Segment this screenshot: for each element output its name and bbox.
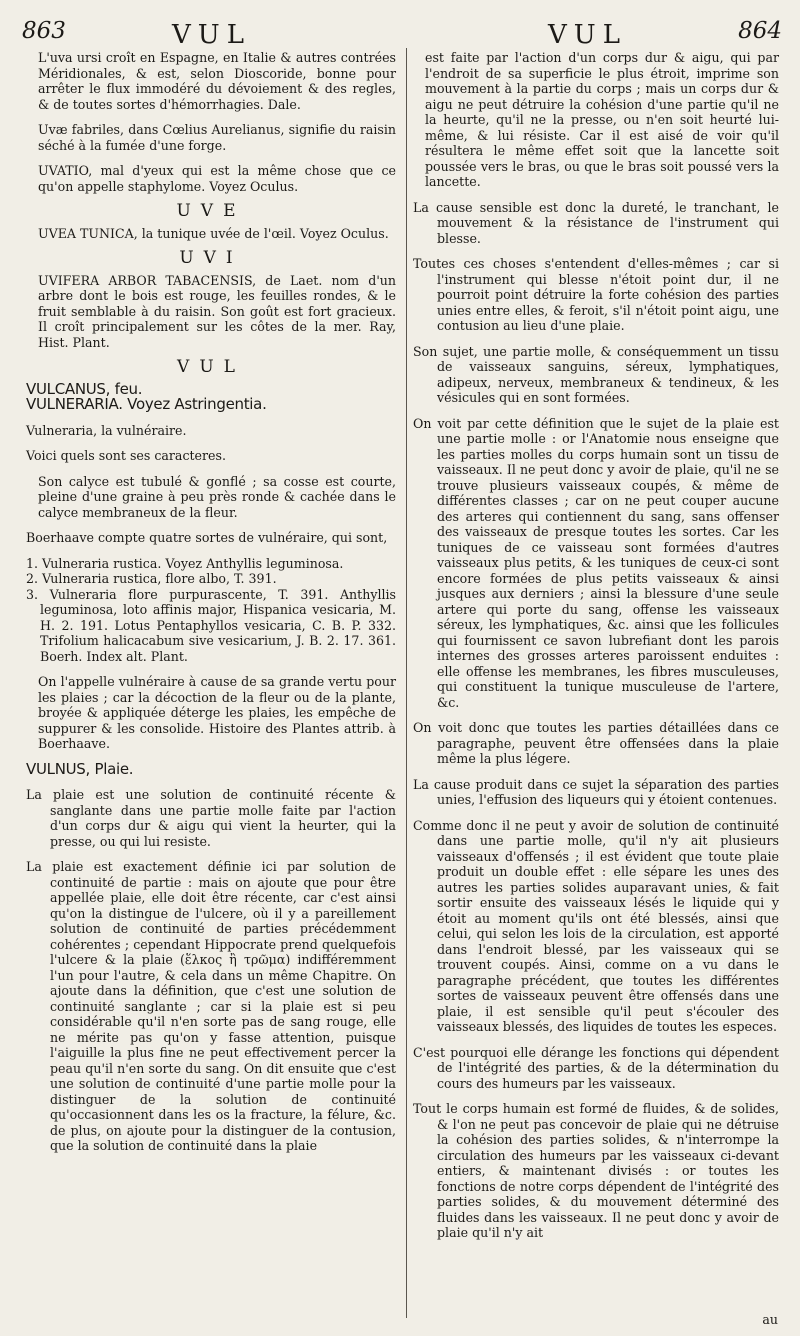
paragraph: Boerhaave compte quatre sortes de vulnéraire, qui sont, [26, 530, 388, 545]
running-header [0, 0, 800, 48]
entry-heading: VULNERARIA. Voyez Astringentia. [26, 395, 267, 413]
entry-heading: VULNUS, Plaie. [26, 759, 134, 778]
paragraph: L'uva ursi croît en Espagne, en Italie & autres contrées Méridionales, & est, selon Dioscoride, bonne pour arrêter le flux immodéré du dévoiement & des regles, & de toutes sortes d'hémorrhagies. Dale. [38, 50, 396, 112]
list-item: 3. Vulneraria flore purpurascente, T. 391. Anthyllis leguminosa, loto affinis major, Hispanica vesicaria, M. H. 2. 191. Lotus Pentaphyllos vesicaria, C. B. P. 332. Trifolium halicacabum sive vesicarium, J. B. 2. 17. 361. Boerh. Index alt. Plant. [26, 586, 396, 664]
paragraph: La plaie est une solution de continuité récente & sanglante dans une partie molle faite par l'action d'un corps dur & aigu qui vient la heurter, qui la presse, ou qui lui resiste. [26, 787, 396, 849]
catchword: au [762, 1312, 778, 1327]
paragraph: Uvæ fabriles, dans Cœlius Aurelianus, signifie du raisin séché à la fumée d'une forge. [38, 122, 396, 153]
paragraph: UVIFERA ARBOR TABACENSIS, de Laet. nom d'un arbre dont le bois est rouge, les feuilles rondes, & le fruit semblable à du raisin. Son goût est fort gracieux. Il croît principalement sur les côtes de la mer. Ray, Hist. Plant. [38, 272, 396, 350]
paragraph: On l'appelle vulnéraire à cause de sa grande vertu pour les plaies ; car la décoction de la fleur ou de la plante, broyée & appliquée déterge les plaies, les empêche de suppurer & les consolide. Histoire des Plantes attrib. à Boerhaave. [38, 674, 396, 751]
paragraph: est faite par l'action d'un corps dur & aigu, qui par l'endroit de sa superficie le plus étroit, imprime son mouvement à la partie du corps ; mais un corps dur & aigu ne peut détruire la cohésion d'une partie qu'il ne la heurte, qu'il ne la presse, ou n'en soit heurté lui-même, & lui résiste. Car il est aisé de voir qu'il résultera le même effet soit que la lancette soit poussée vers le bras, ou que le bras soit poussé vers la lancette. [425, 50, 779, 189]
entry-heading: VULCANUS, feu. [26, 379, 143, 398]
paragraph: Toutes ces choses s'entendent d'elles-mêmes ; car si l'instrument qui blesse n'étoit point dur, il ne pourroit point détruire la forte cohésion des parties unies entre elles, & feroit, s'il n'étoit point aigu, une contusion au lieu d'une plaie. [413, 256, 779, 333]
paragraph: On voit donc que toutes les parties détaillées dans ce paragraphe, peuvent être offensées dans la plaie même la plus légere. [413, 720, 779, 766]
right-page-number: 864 [738, 18, 782, 44]
column-divider [406, 48, 407, 1318]
left-running-head: VUL [172, 20, 251, 50]
paragraph: Voici quels sont ses caracteres. [26, 448, 226, 463]
paragraph: Comme donc il ne peut y avoir de solution de continuité dans une partie molle, qu'il n'y ait plusieurs vaisseaux d'offensés ; il est évident que toute plaie produit un double effet : elle sépare les unes des autres les parties solides auparavant unies, & fait sortir ensuite des vaisseaux lésés le liquide qui y étoit au moment qu'ils ont été blessés, ainsi que celui, qui selon les lois de la circulation, est apporté dans l'endroit blessé, par les vaisseaux qui se trouvent coupés. Ainsi, comme on a vu dans le paragraphe précédent, que toutes les différentes sortes de vaisseaux peuvent être offensés dans une plaie, il est sensible qu'il peut s'écouler des vaisseaux blessés, des liquides de toutes les especes. [413, 817, 779, 1034]
list-item: 1. Vulneraria rustica. Voyez Anthyllis leguminosa. [26, 555, 344, 571]
paragraph: UVATIO, mal d'yeux qui est la même chose que ce qu'on appelle staphylome. Voyez Oculus. [38, 163, 396, 194]
section-heading: VUL [177, 357, 245, 377]
left-column [26, 50, 396, 1164]
paragraph: Tout le corps humain est formé de fluides, & de solides, & l'on ne peut pas concevoir de plaie qui ne détruise la cohésion des parties solides, & n'interrompe la circulation des humeurs par les vaisseaux ci-devant entiers, & maintenant divisés : or toutes les fonctions de notre corps dépendent de l'intégrité des parties solides, & du mouvement déterminé des fluides dans les vaisseaux. Il ne peut donc y avoir de plaie qu'il n'y ait [413, 1101, 779, 1240]
paragraph: C'est pourquoi elle dérange les fonctions qui dépendent de l'intégrité des parties, & de la détermination du cours des humeurs par les vaisseaux. [413, 1044, 779, 1091]
paragraph: Son sujet, une partie molle, & conséquemment un tissu de vaisseaux sanguins, séreux, lymphatiques, adipeux, nerveux, membraneux & tendineux, & les vésicules qui en sont formées. [413, 343, 779, 405]
left-page-number: 863 [22, 18, 66, 44]
section-heading: UVI [179, 248, 243, 268]
paragraph: Son calyce est tubulé & gonflé ; sa cosse est courte, pleine d'une graine à peu près ronde & cachée dans le calyce membraneux de la fleur. [38, 473, 396, 520]
paragraph: Vulneraria, la vulnéraire. [26, 422, 187, 438]
right-column [413, 50, 779, 1251]
paragraph: La cause sensible est donc la dureté, le tranchant, le mouvement & la résistance de l'instrument qui blesse. [413, 199, 779, 246]
paragraph: La plaie est exactement définie ici par solution de continuité de partie : mais on ajoute que pour être appellée plaie, elle doit être récente, car c'est ainsi qu'on la distingue de l'ulcere, où il y a pareillement solution de continuité de parties précédemment cohérentes ; cependant Hippocrate prend quelquefois l'ulcere & la plaie (ἕλκος ἢ τρῶμα) indifféremment l'un pour l'autre, & cela dans un même Chapitre. On ajoute dans la définition, que c'est une solution de continuité sanglante ; car si la plaie est si peu considérable qu'il n'en sorte pas de sang rouge, elle ne mérite pas qu'on y fasse attention, puisque l'aiguille la plus fine ne peut effectivement percer la peau qu'il n'en sorte du sang. On dit ensuite que c'est une solution de continuité d'une partie molle pour la distinguer de la solution de continuité qu'occasionnent dans les os la fracture, la félure, &c. de plus, on ajoute pour la distinguer de la contusion, que la solution de continuité dans la plaie [26, 859, 396, 1153]
right-running-head: VUL [548, 20, 627, 50]
species-list [26, 556, 396, 665]
list-item: 2. Vulneraria rustica, flore albo, T. 391. [26, 571, 277, 586]
paragraph: UVEA TUNICA, la tunique uvée de l'œil. Voyez Oculus. [38, 225, 389, 241]
paragraph: La cause produit dans ce sujet la séparation des parties unies, l'effusion des liqueurs qui y étoient contenues. [413, 776, 779, 807]
section-heading: UVE [176, 201, 246, 221]
paragraph: On voit par cette définition que le sujet de la plaie est une partie molle : or l'Anatomie nous enseigne que les parties molles du corps humain sont un tissu de vaisseaux. Il ne peut donc y avoir de plaie, qu'il ne se trouve plusieurs vaisseaux coupés, & même de différentes classes ; car on ne peut couper aucune des arteres qui contiennent du sang, sans offenser des vaisseaux de presque toutes les sortes. Car les tuniques de ce vaisseau sont formées d'autres vaisseaux plus petits, & les tuniques de ceux-ci sont encore formées de plus petits vaisseaux & ainsi jusques aux derniers ; ainsi la blessure d'une seule artere qui porte du sang, offense les vaisseaux séreux, les lymphatiques, &c. ainsi que les follicules qui fournissent ce savon lubrefiant dont les parois internes des grosses arteres paroissent enduites : elle offense les membranes, les fibres musculeuses, qui constituent la tunique musculeuse de l'artere, &c. [413, 415, 779, 710]
